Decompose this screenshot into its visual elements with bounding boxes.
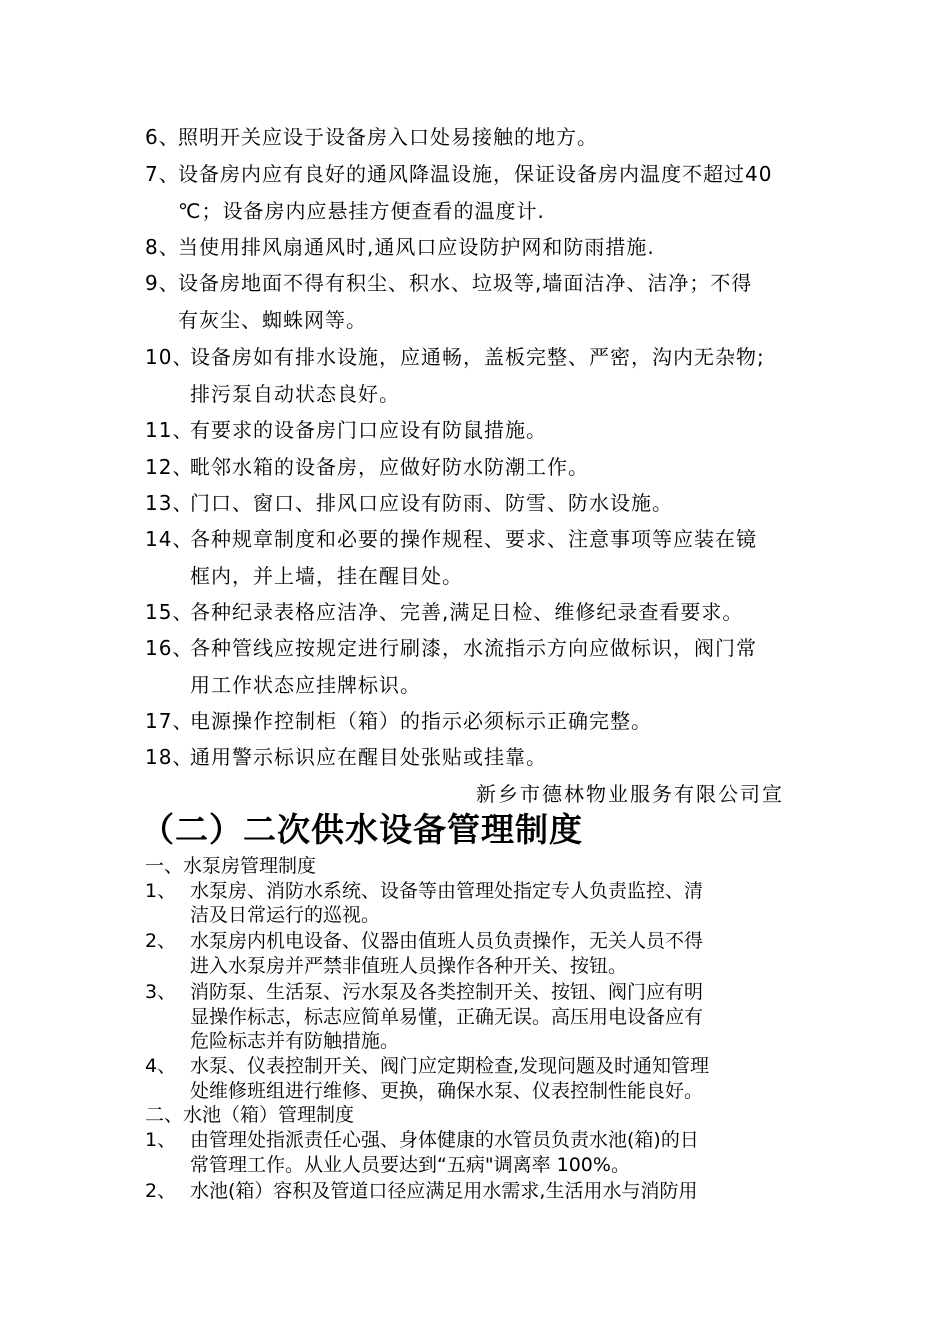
item-number: 16、	[145, 636, 194, 660]
section-title: （二）二次供水设备管理制度	[141, 810, 583, 849]
item-text: 水泵房、消防水系统、设备等由管理处指定专人负责监控、清	[190, 880, 704, 902]
item-text: 水泵房内机电设备、仪器由值班人员负责操作，无关人员不得	[190, 930, 704, 952]
item-number: 9、	[145, 271, 180, 295]
item-text: 危险标志并有防触措施。	[190, 1030, 400, 1052]
item-text: 框内，并上墙，挂在醒目处。	[190, 564, 463, 588]
item-text: 通用警示标识应在醒目处张贴或挂靠。	[190, 745, 547, 769]
item-number: 2、	[145, 930, 177, 952]
item-text: 毗邻水箱的设备房，应做好防水防潮工作。	[190, 455, 589, 479]
item-number: 1、	[145, 1129, 177, 1151]
item-number: 13、	[145, 491, 194, 515]
item-text: 水池(箱）容积及管道口径应满足用水需求,生活用水与消防用	[190, 1180, 698, 1202]
item-number: 17、	[145, 709, 194, 733]
item-text: 常管理工作。从业人员要达到“五病"调离率 100%。	[190, 1154, 630, 1176]
subheading: 二、水池（箱）管理制度	[145, 1104, 355, 1126]
item-text: 各种管线应按规定进行刷漆，水流指示方向应做标识，阀门常	[190, 636, 757, 660]
item-text: 各种纪录表格应洁净、完善,满足日检、维修纪录查看要求。	[190, 600, 744, 624]
item-text: 照明开关应设于设备房入口处易接触的地方。	[178, 125, 598, 149]
item-text: 有要求的设备房门口应设有防鼠措施。	[190, 418, 547, 442]
item-number: 7、	[145, 162, 180, 186]
item-text: 用工作状态应挂牌标识。	[190, 673, 421, 697]
item-text: 显操作标志，标志应简单易懂，正确无误。高压用电设备应有	[190, 1006, 704, 1028]
item-number: 12、	[145, 455, 194, 479]
item-text: ℃；设备房内应悬挂方便查看的温度计.	[178, 199, 545, 223]
item-number: 1、	[145, 880, 177, 902]
item-number: 2、	[145, 1180, 177, 1202]
item-text: 设备房如有排水设施，应通畅，盖板完整、严密，沟内无杂物;	[190, 345, 765, 369]
subheading: 一、水泵房管理制度	[145, 855, 317, 877]
item-number: 4、	[145, 1055, 177, 1077]
item-number: 8、	[145, 235, 180, 259]
item-text: 有灰尘、蜘蛛网等。	[178, 308, 367, 332]
item-text: 洁及日常运行的巡视。	[190, 904, 381, 926]
item-number: 3、	[145, 981, 177, 1003]
item-number: 18、	[145, 745, 194, 769]
item-number: 14、	[145, 527, 194, 551]
company-signature: 新乡市德林物业服务有限公司宣	[476, 782, 784, 806]
item-text: 处维修班组进行维修、更换，确保水泵、仪表控制性能良好。	[190, 1080, 704, 1102]
item-number: 11、	[145, 418, 194, 442]
item-text: 电源操作控制柜（箱）的指示必须标示正确完整。	[190, 709, 652, 733]
item-number: 6、	[145, 125, 180, 149]
item-text: 设备房内应有良好的通风降温设施，保证设备房内温度不超过40	[178, 162, 773, 186]
item-text: 门口、窗口、排风口应设有防雨、防雪、防水设施。	[190, 491, 673, 515]
item-number: 15、	[145, 600, 194, 624]
item-text: 各种规章制度和必要的操作规程、要求、注意事项等应装在镜	[190, 527, 757, 551]
item-text: 当使用排风扇通风时,通风口应设防护网和防雨措施.	[178, 235, 655, 259]
item-text: 进入水泵房并严禁非值班人员操作各种开关、按钮。	[190, 955, 628, 977]
item-text: 排污泵自动状态良好。	[190, 382, 400, 406]
item-text: 水泵、仪表控制开关、阀门应定期检查,发现问题及时通知管理	[190, 1055, 710, 1077]
item-text: 消防泵、生活泵、污水泵及各类控制开关、按钮、阀门应有明	[190, 981, 704, 1003]
item-text: 由管理处指派责任心强、身体健康的水管员负责水池(箱)的日	[190, 1129, 699, 1151]
item-number: 10、	[145, 345, 194, 369]
item-text: 设备房地面不得有积尘、积水、垃圾等,墙面洁净、洁净；不得	[178, 271, 753, 295]
